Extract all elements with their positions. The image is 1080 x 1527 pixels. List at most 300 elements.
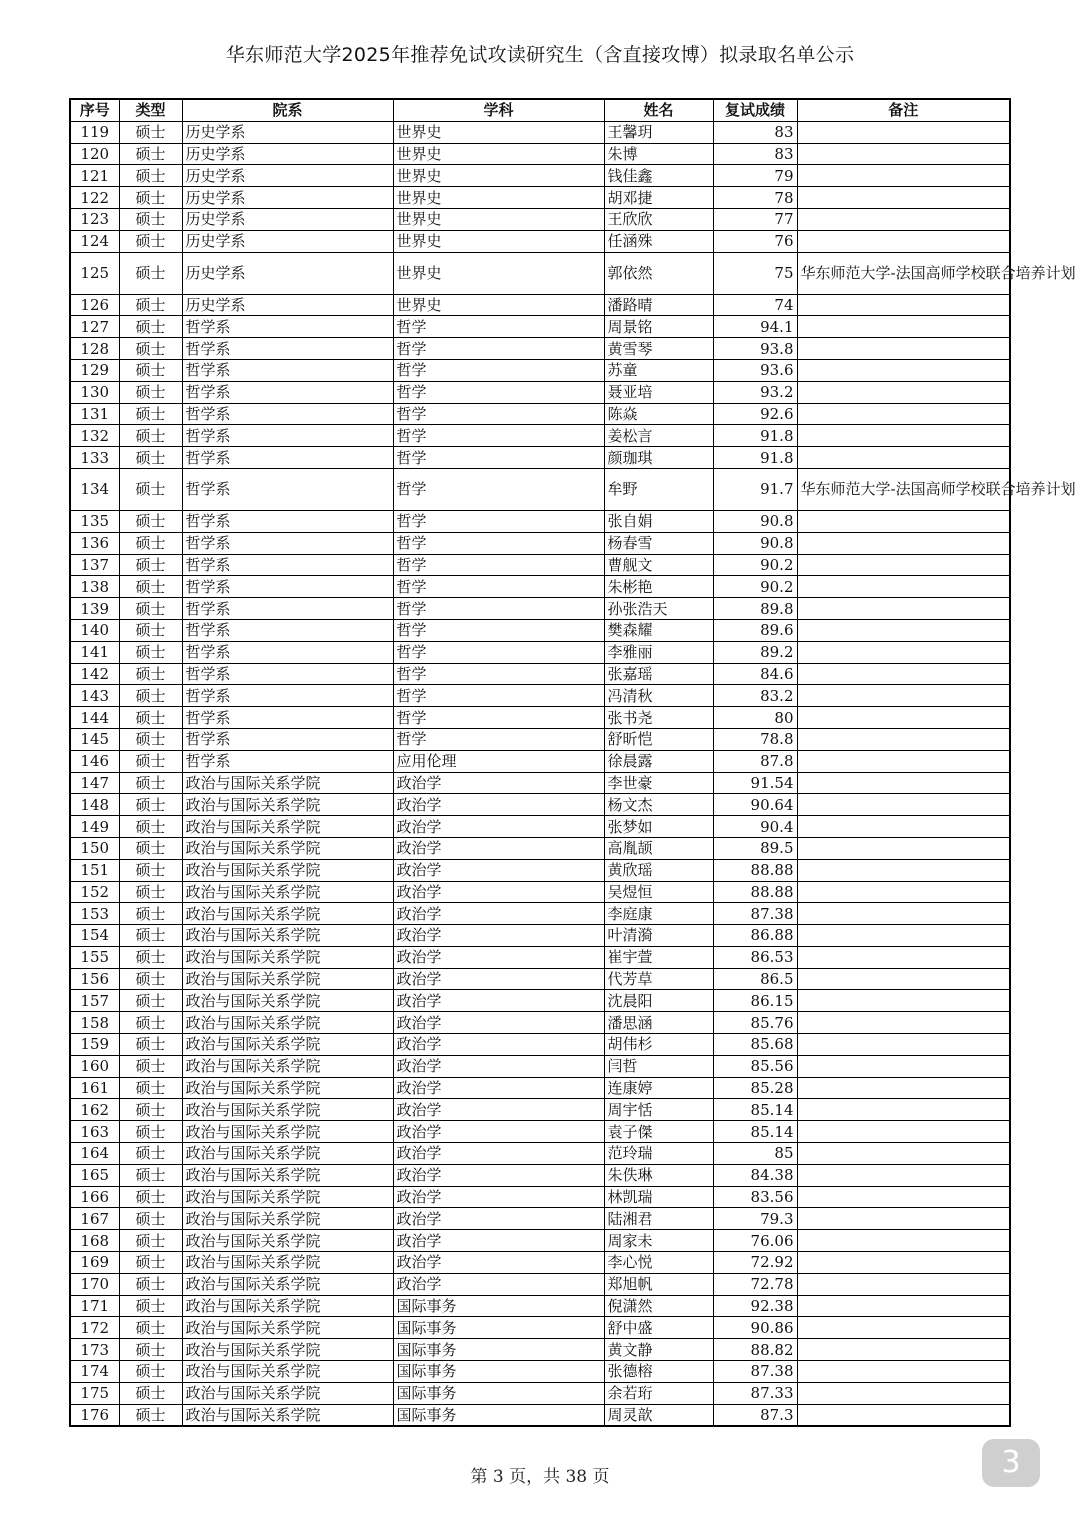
row-name: 朱佚琳 — [604, 1164, 713, 1186]
row-type: 硕士 — [119, 359, 182, 381]
row-type: 硕士 — [119, 619, 182, 641]
row-index: 131 — [70, 403, 119, 425]
table-row — [70, 1012, 1010, 1034]
row-type: 硕士 — [119, 641, 182, 663]
row-remarks — [797, 230, 1010, 252]
row-name: 范玲瑞 — [604, 1143, 713, 1165]
row-name: 周灵歆 — [604, 1404, 713, 1426]
row-index: 137 — [70, 554, 119, 576]
row-score: 93.6 — [713, 359, 797, 381]
row-index: 156 — [70, 968, 119, 990]
row-score: 85 — [713, 1143, 797, 1165]
row-department: 政治与国际关系学院 — [182, 1099, 393, 1121]
row-discipline: 哲学 — [393, 338, 604, 360]
row-department: 哲学系 — [182, 728, 393, 750]
row-score: 75 — [713, 252, 797, 294]
row-discipline: 政治学 — [393, 968, 604, 990]
row-type: 硕士 — [119, 230, 182, 252]
row-index: 135 — [70, 510, 119, 532]
row-name: 叶清漪 — [604, 925, 713, 947]
row-discipline: 政治学 — [393, 1077, 604, 1099]
row-remarks — [797, 208, 1010, 230]
row-discipline: 国际事务 — [393, 1339, 604, 1361]
row-type: 硕士 — [119, 1077, 182, 1099]
row-index: 144 — [70, 707, 119, 729]
row-name: 朱博 — [604, 143, 713, 165]
row-department: 哲学系 — [182, 381, 393, 403]
row-discipline: 哲学 — [393, 359, 604, 381]
row-department: 哲学系 — [182, 707, 393, 729]
table-row — [70, 510, 1010, 532]
row-remarks — [797, 1143, 1010, 1165]
row-index: 129 — [70, 359, 119, 381]
row-name: 牟野 — [604, 468, 713, 510]
row-index: 136 — [70, 532, 119, 554]
row-discipline: 政治学 — [393, 925, 604, 947]
row-index: 132 — [70, 425, 119, 447]
row-index: 126 — [70, 294, 119, 316]
table-row — [70, 294, 1010, 316]
row-index: 138 — [70, 576, 119, 598]
table-row — [70, 316, 1010, 338]
row-index: 167 — [70, 1208, 119, 1230]
row-index: 161 — [70, 1077, 119, 1099]
row-type: 硕士 — [119, 968, 182, 990]
table-row — [70, 794, 1010, 816]
row-index: 165 — [70, 1164, 119, 1186]
table-row — [70, 1382, 1010, 1404]
row-index: 121 — [70, 165, 119, 187]
row-index: 123 — [70, 208, 119, 230]
row-discipline: 政治学 — [393, 1208, 604, 1230]
row-score: 86.53 — [713, 946, 797, 968]
row-department: 政治与国际关系学院 — [182, 1164, 393, 1186]
row-remarks — [797, 728, 1010, 750]
row-remarks — [797, 685, 1010, 707]
row-type: 硕士 — [119, 1295, 182, 1317]
row-department: 政治与国际关系学院 — [182, 1317, 393, 1339]
row-score: 87.38 — [713, 903, 797, 925]
row-remarks — [797, 1121, 1010, 1143]
row-name: 朱彬艳 — [604, 576, 713, 598]
table-row — [70, 1252, 1010, 1274]
row-department: 历史学系 — [182, 208, 393, 230]
row-remarks — [797, 532, 1010, 554]
row-name: 任涵殊 — [604, 230, 713, 252]
row-type: 硕士 — [119, 663, 182, 685]
row-score: 88.88 — [713, 881, 797, 903]
row-score: 87.38 — [713, 1361, 797, 1383]
row-department: 政治与国际关系学院 — [182, 859, 393, 881]
row-type: 硕士 — [119, 925, 182, 947]
row-index: 163 — [70, 1121, 119, 1143]
row-discipline: 政治学 — [393, 881, 604, 903]
row-department: 政治与国际关系学院 — [182, 1143, 393, 1165]
row-type: 硕士 — [119, 707, 182, 729]
row-score: 85.14 — [713, 1099, 797, 1121]
row-name: 李庭康 — [604, 903, 713, 925]
row-department: 政治与国际关系学院 — [182, 1055, 393, 1077]
row-remarks — [797, 165, 1010, 187]
row-discipline: 世界史 — [393, 294, 604, 316]
row-score: 90.2 — [713, 576, 797, 598]
row-name: 代芳草 — [604, 968, 713, 990]
row-remarks — [797, 903, 1010, 925]
row-type: 硕士 — [119, 121, 182, 143]
row-discipline: 政治学 — [393, 1164, 604, 1186]
row-type: 硕士 — [119, 1055, 182, 1077]
row-score: 84.6 — [713, 663, 797, 685]
table-row — [70, 252, 1010, 294]
row-score: 91.7 — [713, 468, 797, 510]
row-department: 历史学系 — [182, 121, 393, 143]
row-type: 硕士 — [119, 990, 182, 1012]
row-remarks — [797, 859, 1010, 881]
row-type: 硕士 — [119, 425, 182, 447]
table-row — [70, 750, 1010, 772]
row-remarks — [797, 447, 1010, 469]
row-name: 舒中盛 — [604, 1317, 713, 1339]
row-department: 政治与国际关系学院 — [182, 1186, 393, 1208]
header-cell-type: 类型 — [119, 99, 182, 121]
row-index: 149 — [70, 816, 119, 838]
table-row — [70, 554, 1010, 576]
row-remarks — [797, 641, 1010, 663]
row-remarks — [797, 619, 1010, 641]
table-row — [70, 728, 1010, 750]
table-header-row — [70, 99, 1010, 121]
row-type: 硕士 — [119, 903, 182, 925]
table-row — [70, 576, 1010, 598]
row-name: 冯清秋 — [604, 685, 713, 707]
row-remarks — [797, 381, 1010, 403]
row-remarks — [797, 1077, 1010, 1099]
header-cell-department: 院系 — [182, 99, 393, 121]
row-index: 147 — [70, 772, 119, 794]
row-name: 曹舰文 — [604, 554, 713, 576]
table-row — [70, 187, 1010, 209]
row-type: 硕士 — [119, 837, 182, 859]
row-name: 潘思涵 — [604, 1012, 713, 1034]
row-score: 76.06 — [713, 1230, 797, 1252]
row-index: 176 — [70, 1404, 119, 1426]
row-discipline: 哲学 — [393, 641, 604, 663]
row-name: 王馨玥 — [604, 121, 713, 143]
row-type: 硕士 — [119, 750, 182, 772]
table-row — [70, 990, 1010, 1012]
row-type: 硕士 — [119, 1404, 182, 1426]
table-row — [70, 1339, 1010, 1361]
row-type: 硕士 — [119, 381, 182, 403]
row-discipline: 政治学 — [393, 772, 604, 794]
row-type: 硕士 — [119, 772, 182, 794]
page-footer: 第 3 页，共 38 页 — [470, 1467, 610, 1487]
row-score: 72.78 — [713, 1273, 797, 1295]
row-discipline: 哲学 — [393, 532, 604, 554]
row-index: 152 — [70, 881, 119, 903]
row-type: 硕士 — [119, 1252, 182, 1274]
row-score: 86.5 — [713, 968, 797, 990]
row-remarks — [797, 425, 1010, 447]
row-type: 硕士 — [119, 881, 182, 903]
row-score: 91.54 — [713, 772, 797, 794]
row-index: 143 — [70, 685, 119, 707]
table-row — [70, 532, 1010, 554]
row-index: 169 — [70, 1252, 119, 1274]
row-remarks — [797, 837, 1010, 859]
row-score: 74 — [713, 294, 797, 316]
row-index: 130 — [70, 381, 119, 403]
row-type: 硕士 — [119, 1186, 182, 1208]
row-department: 哲学系 — [182, 403, 393, 425]
table-row — [70, 1055, 1010, 1077]
row-remarks — [797, 1208, 1010, 1230]
row-score: 91.8 — [713, 425, 797, 447]
row-remarks — [797, 925, 1010, 947]
table-row — [70, 685, 1010, 707]
row-name: 周家未 — [604, 1230, 713, 1252]
row-remarks — [797, 121, 1010, 143]
header-cell-score: 复试成绩 — [713, 99, 797, 121]
row-index: 170 — [70, 1273, 119, 1295]
table-row — [70, 707, 1010, 729]
row-remarks — [797, 1339, 1010, 1361]
row-name: 黄雪琴 — [604, 338, 713, 360]
row-department: 哲学系 — [182, 750, 393, 772]
table-row — [70, 1317, 1010, 1339]
row-name: 陈焱 — [604, 403, 713, 425]
row-score: 88.88 — [713, 859, 797, 881]
row-discipline: 政治学 — [393, 816, 604, 838]
row-discipline: 政治学 — [393, 859, 604, 881]
row-score: 80 — [713, 707, 797, 729]
row-discipline: 政治学 — [393, 903, 604, 925]
row-type: 硕士 — [119, 1230, 182, 1252]
row-department: 政治与国际关系学院 — [182, 881, 393, 903]
row-type: 硕士 — [119, 208, 182, 230]
row-type: 硕士 — [119, 316, 182, 338]
row-remarks — [797, 359, 1010, 381]
row-remarks — [797, 1273, 1010, 1295]
table-row — [70, 1361, 1010, 1383]
row-remarks — [797, 1186, 1010, 1208]
table-row — [70, 338, 1010, 360]
row-index: 148 — [70, 794, 119, 816]
row-remarks — [797, 143, 1010, 165]
row-name: 王欣欣 — [604, 208, 713, 230]
table-row — [70, 1164, 1010, 1186]
row-name: 李心悦 — [604, 1252, 713, 1274]
row-name: 张德榕 — [604, 1361, 713, 1383]
row-department: 政治与国际关系学院 — [182, 946, 393, 968]
row-index: 142 — [70, 663, 119, 685]
row-department: 历史学系 — [182, 143, 393, 165]
row-type: 硕士 — [119, 598, 182, 620]
header-cell-remarks: 备注 — [797, 99, 1010, 121]
row-discipline: 政治学 — [393, 1121, 604, 1143]
row-name: 潘路晴 — [604, 294, 713, 316]
row-index: 173 — [70, 1339, 119, 1361]
row-department: 哲学系 — [182, 447, 393, 469]
row-type: 硕士 — [119, 294, 182, 316]
row-score: 85.28 — [713, 1077, 797, 1099]
row-name: 李世豪 — [604, 772, 713, 794]
row-discipline: 哲学 — [393, 425, 604, 447]
table-row — [70, 641, 1010, 663]
row-remarks — [797, 1252, 1010, 1274]
row-name: 徐晨露 — [604, 750, 713, 772]
row-type: 硕士 — [119, 468, 182, 510]
table-row — [70, 816, 1010, 838]
row-score: 86.15 — [713, 990, 797, 1012]
row-remarks — [797, 1404, 1010, 1426]
row-type: 硕士 — [119, 554, 182, 576]
row-department: 政治与国际关系学院 — [182, 772, 393, 794]
row-discipline: 哲学 — [393, 685, 604, 707]
row-discipline: 国际事务 — [393, 1317, 604, 1339]
row-score: 89.5 — [713, 837, 797, 859]
row-index: 134 — [70, 468, 119, 510]
row-department: 政治与国际关系学院 — [182, 1121, 393, 1143]
row-discipline: 世界史 — [393, 121, 604, 143]
row-department: 政治与国际关系学院 — [182, 1382, 393, 1404]
row-name: 林凯瑞 — [604, 1186, 713, 1208]
row-department: 哲学系 — [182, 619, 393, 641]
row-remarks — [797, 598, 1010, 620]
row-score: 83.56 — [713, 1186, 797, 1208]
row-type: 硕士 — [119, 403, 182, 425]
table-row — [70, 165, 1010, 187]
row-index: 158 — [70, 1012, 119, 1034]
row-score: 90.86 — [713, 1317, 797, 1339]
row-department: 哲学系 — [182, 425, 393, 447]
row-index: 157 — [70, 990, 119, 1012]
row-name: 周宇恬 — [604, 1099, 713, 1121]
row-index: 164 — [70, 1143, 119, 1165]
row-name: 杨文杰 — [604, 794, 713, 816]
row-score: 87.33 — [713, 1382, 797, 1404]
table-row — [70, 837, 1010, 859]
row-department: 政治与国际关系学院 — [182, 903, 393, 925]
row-name: 陆湘君 — [604, 1208, 713, 1230]
row-score: 89.8 — [713, 598, 797, 620]
row-index: 145 — [70, 728, 119, 750]
row-index: 127 — [70, 316, 119, 338]
row-discipline: 政治学 — [393, 1012, 604, 1034]
row-remarks: 华东师范大学-法国高师学校联合培养计划 — [797, 252, 1010, 294]
row-index: 174 — [70, 1361, 119, 1383]
row-type: 硕士 — [119, 1208, 182, 1230]
row-name: 姜松言 — [604, 425, 713, 447]
row-type: 硕士 — [119, 946, 182, 968]
row-department: 哲学系 — [182, 598, 393, 620]
row-type: 硕士 — [119, 816, 182, 838]
table-row — [70, 1186, 1010, 1208]
row-type: 硕士 — [119, 1034, 182, 1056]
row-index: 133 — [70, 447, 119, 469]
table-row — [70, 903, 1010, 925]
row-type: 硕士 — [119, 1339, 182, 1361]
row-type: 硕士 — [119, 1143, 182, 1165]
row-remarks — [797, 968, 1010, 990]
row-index: 168 — [70, 1230, 119, 1252]
row-name: 胡伟杉 — [604, 1034, 713, 1056]
table-row — [70, 619, 1010, 641]
row-department: 政治与国际关系学院 — [182, 837, 393, 859]
row-department: 政治与国际关系学院 — [182, 816, 393, 838]
row-department: 政治与国际关系学院 — [182, 1230, 393, 1252]
row-department: 哲学系 — [182, 554, 393, 576]
row-type: 硕士 — [119, 187, 182, 209]
row-type: 硕士 — [119, 532, 182, 554]
row-discipline: 政治学 — [393, 946, 604, 968]
table-row — [70, 1273, 1010, 1295]
row-discipline: 世界史 — [393, 187, 604, 209]
row-department: 历史学系 — [182, 252, 393, 294]
row-remarks — [797, 946, 1010, 968]
table-row — [70, 1121, 1010, 1143]
row-remarks — [797, 794, 1010, 816]
table-body — [70, 121, 1076, 1426]
row-type: 硕士 — [119, 1361, 182, 1383]
row-name: 李雅丽 — [604, 641, 713, 663]
row-score: 90.64 — [713, 794, 797, 816]
table-row — [70, 1034, 1010, 1056]
table-row — [70, 663, 1010, 685]
row-index: 159 — [70, 1034, 119, 1056]
row-name: 郑旭帆 — [604, 1273, 713, 1295]
row-discipline: 哲学 — [393, 510, 604, 532]
row-score: 91.8 — [713, 447, 797, 469]
row-department: 哲学系 — [182, 532, 393, 554]
row-score: 72.92 — [713, 1252, 797, 1274]
row-score: 92.38 — [713, 1295, 797, 1317]
row-remarks — [797, 316, 1010, 338]
row-department: 历史学系 — [182, 230, 393, 252]
table-row — [70, 881, 1010, 903]
row-discipline: 世界史 — [393, 143, 604, 165]
admission-list-table — [69, 98, 1076, 1427]
row-index: 154 — [70, 925, 119, 947]
row-index: 124 — [70, 230, 119, 252]
row-name: 倪潇然 — [604, 1295, 713, 1317]
row-discipline: 哲学 — [393, 598, 604, 620]
row-discipline: 政治学 — [393, 1143, 604, 1165]
row-name: 聂亚培 — [604, 381, 713, 403]
row-name: 钱佳鑫 — [604, 165, 713, 187]
row-type: 硕士 — [119, 794, 182, 816]
row-department: 政治与国际关系学院 — [182, 1077, 393, 1099]
row-score: 78.8 — [713, 728, 797, 750]
row-index: 162 — [70, 1099, 119, 1121]
table-row — [70, 1295, 1010, 1317]
row-discipline: 国际事务 — [393, 1404, 604, 1426]
row-score: 83.2 — [713, 685, 797, 707]
row-name: 张书尧 — [604, 707, 713, 729]
row-score: 90.8 — [713, 532, 797, 554]
row-remarks — [797, 663, 1010, 685]
row-name: 颜珈琪 — [604, 447, 713, 469]
row-department: 政治与国际关系学院 — [182, 1295, 393, 1317]
row-index: 125 — [70, 252, 119, 294]
row-score: 83 — [713, 121, 797, 143]
row-name: 郭依然 — [604, 252, 713, 294]
row-discipline: 政治学 — [393, 1034, 604, 1056]
row-score: 92.6 — [713, 403, 797, 425]
row-name: 崔宇萱 — [604, 946, 713, 968]
row-name: 黄欣瑶 — [604, 859, 713, 881]
row-type: 硕士 — [119, 510, 182, 532]
